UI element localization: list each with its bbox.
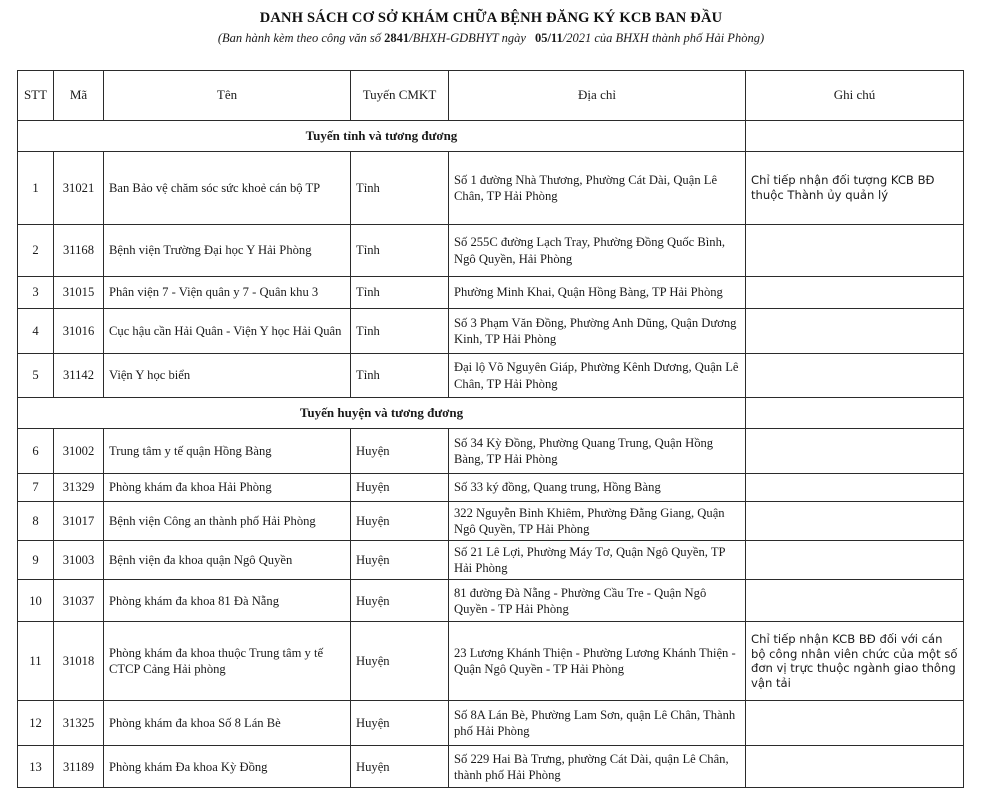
cell-dia-chi: Phường Minh Khai, Quận Hồng Bàng, TP Hải Phòng bbox=[449, 277, 746, 309]
cell-tuyen: Tỉnh bbox=[351, 152, 449, 225]
section-ghi-chu-blank bbox=[746, 121, 964, 152]
cell-dia-chi: Số 33 ký đồng, Quang trung, Hồng Bàng bbox=[449, 474, 746, 502]
cell-dia-chi: Số 255C đường Lạch Tray, Phường Đồng Quốc Bình, Ngô Quyền, Hải Phòng bbox=[449, 225, 746, 277]
cell-ten: Trung tâm y tế quận Hồng Bàng bbox=[104, 429, 351, 474]
section-header-row-huyen bbox=[18, 398, 964, 429]
table-header-row bbox=[18, 71, 964, 121]
cell-tuyen: Tỉnh bbox=[351, 225, 449, 277]
cell-ten: Bệnh viện Trường Đại học Y Hải Phòng bbox=[104, 225, 351, 277]
table-row bbox=[18, 701, 964, 746]
cell-ten: Phòng khám đa khoa thuộc Trung tâm y tế CTCP Cảng Hải phòng bbox=[104, 622, 351, 701]
cell-ghi-chu bbox=[746, 225, 964, 277]
cell-ma: 31021 bbox=[54, 152, 104, 225]
table-row bbox=[18, 746, 964, 788]
cell-stt: 13 bbox=[18, 746, 54, 788]
table-row bbox=[18, 622, 964, 701]
cell-ten: Phòng khám đa khoa Hải Phòng bbox=[104, 474, 351, 502]
table-head bbox=[18, 71, 964, 121]
table-row bbox=[18, 541, 964, 580]
table-row bbox=[18, 152, 964, 225]
cell-ten: Bệnh viện đa khoa quận Ngô Quyền bbox=[104, 541, 351, 580]
cell-stt: 7 bbox=[18, 474, 54, 502]
cell-ma: 31168 bbox=[54, 225, 104, 277]
table-row bbox=[18, 354, 964, 398]
cell-tuyen: Huyện bbox=[351, 502, 449, 541]
subtitle-suffix: /2021 của BHXH thành phố Hải Phòng) bbox=[562, 31, 765, 46]
document-heading bbox=[0, 0, 982, 47]
table-row bbox=[18, 309, 964, 354]
cell-ghi-chu bbox=[746, 277, 964, 309]
cell-dia-chi: 81 đường Đà Nẵng - Phường Cầu Tre - Quận Ngô Quyền - TP Hải Phòng bbox=[449, 580, 746, 622]
registration-table bbox=[17, 70, 964, 788]
table-row bbox=[18, 502, 964, 541]
section-label-huyen: Tuyến huyện và tương đương bbox=[18, 398, 746, 429]
registration-table-wrapper bbox=[17, 70, 963, 788]
table-body bbox=[18, 121, 964, 788]
cell-ma: 31189 bbox=[54, 746, 104, 788]
cell-tuyen: Huyện bbox=[351, 622, 449, 701]
document-subtitle bbox=[0, 31, 982, 47]
column-header-ten: Tên bbox=[104, 71, 351, 121]
table-row bbox=[18, 277, 964, 309]
cell-ghi-chu bbox=[746, 580, 964, 622]
cell-dia-chi: Số 1 đường Nhà Thương, Phường Cát Dài, Quận Lê Chân, TP Hải Phòng bbox=[449, 152, 746, 225]
cell-ma: 31002 bbox=[54, 429, 104, 474]
cell-tuyen: Huyện bbox=[351, 746, 449, 788]
section-ghi-chu-blank bbox=[746, 398, 964, 429]
cell-dia-chi: 23 Lương Khánh Thiện - Phường Lương Khánh Thiện - Quận Ngô Quyền - TP Hải Phòng bbox=[449, 622, 746, 701]
column-header-stt: STT bbox=[18, 71, 54, 121]
cell-ma: 31003 bbox=[54, 541, 104, 580]
cell-ma: 31037 bbox=[54, 580, 104, 622]
cell-ten: Phân viện 7 - Viện quân y 7 - Quân khu 3 bbox=[104, 277, 351, 309]
cell-stt: 9 bbox=[18, 541, 54, 580]
cell-tuyen: Huyện bbox=[351, 701, 449, 746]
cell-stt: 6 bbox=[18, 429, 54, 474]
cell-stt: 2 bbox=[18, 225, 54, 277]
cell-ten: Phòng khám đa khoa 81 Đà Nẵng bbox=[104, 580, 351, 622]
cell-tuyen: Tỉnh bbox=[351, 354, 449, 398]
column-header-ma: Mã bbox=[54, 71, 104, 121]
cell-dia-chi: Số 229 Hai Bà Trưng, phường Cát Dài, quận Lê Chân, thành phố Hải Phòng bbox=[449, 746, 746, 788]
table-row bbox=[18, 580, 964, 622]
cell-ma: 31017 bbox=[54, 502, 104, 541]
cell-ma: 31142 bbox=[54, 354, 104, 398]
cell-ghi-chu bbox=[746, 701, 964, 746]
cell-ma: 31325 bbox=[54, 701, 104, 746]
cell-ghi-chu bbox=[746, 541, 964, 580]
cell-stt: 10 bbox=[18, 580, 54, 622]
cell-ma: 31015 bbox=[54, 277, 104, 309]
cell-ten: Phòng khám Đa khoa Kỳ Đồng bbox=[104, 746, 351, 788]
cell-ghi-chu bbox=[746, 309, 964, 354]
column-header-ghi-chu: Ghi chú bbox=[746, 71, 964, 121]
cell-stt: 5 bbox=[18, 354, 54, 398]
cell-ten: Phòng khám đa khoa Số 8 Lán Bè bbox=[104, 701, 351, 746]
table-row bbox=[18, 474, 964, 502]
table-row bbox=[18, 429, 964, 474]
cell-ghi-chu: Chỉ tiếp nhận KCB BĐ đối với cán bộ công nhân viên chức của một số đơn vị trực thuộc ngành giao thông vận tải bbox=[746, 622, 964, 701]
cell-ma: 31018 bbox=[54, 622, 104, 701]
cell-stt: 12 bbox=[18, 701, 54, 746]
cell-stt: 3 bbox=[18, 277, 54, 309]
cell-tuyen: Huyện bbox=[351, 580, 449, 622]
cell-ghi-chu: Chỉ tiếp nhận đối tượng KCB BĐ thuộc Thành ủy quản lý bbox=[746, 152, 964, 225]
subtitle-mid: /BHXH-GDBHYT ngày bbox=[409, 31, 526, 46]
cell-ghi-chu bbox=[746, 746, 964, 788]
cell-stt: 1 bbox=[18, 152, 54, 225]
cell-ten: Bệnh viện Công an thành phố Hải Phòng bbox=[104, 502, 351, 541]
table-row bbox=[18, 225, 964, 277]
section-label-tinh: Tuyến tỉnh và tương đương bbox=[18, 121, 746, 152]
cell-ghi-chu bbox=[746, 502, 964, 541]
cell-ten: Ban Bảo vệ chăm sóc sức khoẻ cán bộ TP bbox=[104, 152, 351, 225]
cell-tuyen: Huyện bbox=[351, 429, 449, 474]
cell-stt: 11 bbox=[18, 622, 54, 701]
subtitle-document-number: 2841 bbox=[384, 31, 410, 46]
cell-ten: Viện Y học biển bbox=[104, 354, 351, 398]
cell-dia-chi: 322 Nguyễn Bỉnh Khiêm, Phường Đằng Giang, Quận Ngô Quyền, TP Hải Phòng bbox=[449, 502, 746, 541]
cell-ma: 31329 bbox=[54, 474, 104, 502]
cell-dia-chi: Số 3 Phạm Văn Đồng, Phường Anh Dũng, Quận Dương Kinh, TP Hải Phòng bbox=[449, 309, 746, 354]
column-header-tuyen-cmkt: Tuyến CMKT bbox=[351, 71, 449, 121]
subtitle-date: 05/11 bbox=[534, 31, 563, 46]
cell-ghi-chu bbox=[746, 474, 964, 502]
section-header-row-tinh bbox=[18, 121, 964, 152]
cell-dia-chi: Số 21 Lê Lợi, Phường Máy Tơ, Quận Ngô Quyền, TP Hải Phòng bbox=[449, 541, 746, 580]
page-title: DANH SÁCH CƠ SỞ KHÁM CHỮA BỆNH ĐĂNG KÝ KCB BAN ĐẦU bbox=[259, 10, 723, 26]
cell-dia-chi: Đại lộ Võ Nguyên Giáp, Phường Kênh Dương, Quận Lê Chân, TP Hải Phòng bbox=[449, 354, 746, 398]
cell-ghi-chu bbox=[746, 429, 964, 474]
cell-ten: Cục hậu cần Hải Quân - Viện Y học Hải Quân bbox=[104, 309, 351, 354]
cell-dia-chi: Số 8A Lán Bè, Phường Lam Sơn, quận Lê Chân, Thành phố Hải Phòng bbox=[449, 701, 746, 746]
cell-ma: 31016 bbox=[54, 309, 104, 354]
cell-stt: 8 bbox=[18, 502, 54, 541]
subtitle-prefix: (Ban hành kèm theo công văn số bbox=[217, 31, 382, 46]
cell-tuyen: Huyện bbox=[351, 541, 449, 580]
cell-tuyen: Huyện bbox=[351, 474, 449, 502]
cell-tuyen: Tỉnh bbox=[351, 277, 449, 309]
column-header-dia-chi: Địa chỉ bbox=[449, 71, 746, 121]
cell-dia-chi: Số 34 Kỳ Đồng, Phường Quang Trung, Quận Hồng Bàng, TP Hải Phòng bbox=[449, 429, 746, 474]
cell-ghi-chu bbox=[746, 354, 964, 398]
cell-tuyen: Tỉnh bbox=[351, 309, 449, 354]
cell-stt: 4 bbox=[18, 309, 54, 354]
